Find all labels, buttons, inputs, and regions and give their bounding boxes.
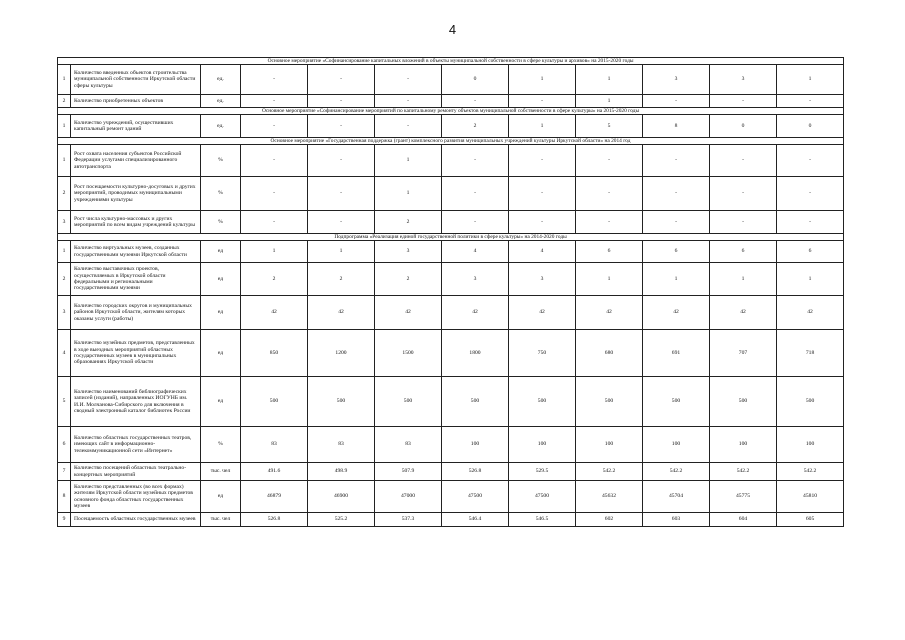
value-cell: 1 xyxy=(509,65,576,95)
value-cell: 3 xyxy=(442,263,509,296)
table-row xyxy=(58,330,844,377)
value-cell: 1 xyxy=(375,177,442,211)
value-cell: - xyxy=(308,145,375,177)
value-cell: - xyxy=(643,211,710,234)
table-row xyxy=(58,211,844,234)
value-cell: 507.9 xyxy=(375,463,442,481)
value-cell: - xyxy=(241,145,308,177)
value-cell: 42 xyxy=(710,296,777,330)
section-title: Подпрограмма «Реализация единой государственной политики в сфере культуры» на 2014-2020 годы xyxy=(58,234,844,241)
value-cell: 491.6 xyxy=(241,463,308,481)
value-cell: 6 xyxy=(643,241,710,263)
value-cell: - xyxy=(643,177,710,211)
value-cell: - xyxy=(308,211,375,234)
value-cell: - xyxy=(442,95,509,108)
indicator-name: Количество посещений областных театрально-концертных мероприятий xyxy=(71,463,201,481)
value-cell: 2 xyxy=(375,263,442,296)
section-header-row xyxy=(58,234,844,241)
indicator-name: Посещаемость областных государственных музеев xyxy=(71,513,201,527)
value-cell: - xyxy=(375,115,442,138)
value-cell: 1 xyxy=(509,115,576,138)
value-cell: 500 xyxy=(710,377,777,427)
value-cell: 1 xyxy=(576,95,643,108)
indicator-name: Количество представленных (во всех формах) жителям Иркутской области музейных предметов основного фонда областных государственных музеев xyxy=(71,481,201,513)
section-title: Основное мероприятие «Софинансирование мероприятий по капитальному ремонту объектов муниципальной собственности в сфере культуры» на 2015-2020 годы xyxy=(58,108,844,115)
value-cell: 45775 xyxy=(710,481,777,513)
unit-cell: ед. xyxy=(201,115,241,138)
value-cell: 1 xyxy=(643,263,710,296)
value-cell: - xyxy=(509,95,576,108)
value-cell: 546.5 xyxy=(509,513,576,527)
value-cell: 5 xyxy=(576,115,643,138)
value-cell: 1800 xyxy=(442,330,509,377)
value-cell: 42 xyxy=(308,296,375,330)
indicator-name: Количество выставочных проектов, осуществляемых в Иркутской области федеральными и региональными государственными музеями xyxy=(71,263,201,296)
value-cell: 45704 xyxy=(643,481,710,513)
value-cell: 850 xyxy=(241,330,308,377)
value-cell: 47500 xyxy=(442,481,509,513)
value-cell: 750 xyxy=(509,330,576,377)
value-cell: 3 xyxy=(643,65,710,95)
value-cell: - xyxy=(777,211,844,234)
value-cell: - xyxy=(442,177,509,211)
value-cell: - xyxy=(308,177,375,211)
value-cell: - xyxy=(777,177,844,211)
table-row xyxy=(58,296,844,330)
table-row xyxy=(58,427,844,463)
table-row xyxy=(58,241,844,263)
value-cell: 0 xyxy=(777,115,844,138)
value-cell: - xyxy=(442,211,509,234)
value-cell: 707 xyxy=(710,330,777,377)
value-cell: 546.4 xyxy=(442,513,509,527)
value-cell: - xyxy=(643,95,710,108)
section-header-row xyxy=(58,58,844,65)
value-cell: - xyxy=(308,115,375,138)
row-number: 2 xyxy=(58,95,71,108)
value-cell: 1500 xyxy=(375,330,442,377)
value-cell: 8 xyxy=(643,115,710,138)
value-cell: 542.2 xyxy=(576,463,643,481)
value-cell: 1 xyxy=(710,263,777,296)
row-number: 9 xyxy=(58,513,71,527)
row-number: 3 xyxy=(58,296,71,330)
value-cell: 500 xyxy=(241,377,308,427)
unit-cell: ед. xyxy=(201,65,241,95)
value-cell: 42 xyxy=(643,296,710,330)
indicator-name: Количество приобретенных объектов xyxy=(71,95,201,108)
value-cell: 1 xyxy=(777,263,844,296)
value-cell: 42 xyxy=(442,296,509,330)
row-number: 7 xyxy=(58,463,71,481)
value-cell: - xyxy=(509,211,576,234)
table-row xyxy=(58,95,844,108)
row-number: 4 xyxy=(58,330,71,377)
unit-cell: ед. xyxy=(201,95,241,108)
value-cell: 100 xyxy=(576,427,643,463)
value-cell: 1 xyxy=(576,65,643,95)
value-cell: 542.2 xyxy=(777,463,844,481)
value-cell: - xyxy=(576,145,643,177)
value-cell: 6 xyxy=(576,241,643,263)
value-cell: - xyxy=(442,145,509,177)
value-cell: 4 xyxy=(442,241,509,263)
value-cell: - xyxy=(777,95,844,108)
value-cell: 2 xyxy=(308,263,375,296)
value-cell: - xyxy=(308,95,375,108)
value-cell: 83 xyxy=(308,427,375,463)
row-number: 8 xyxy=(58,481,71,513)
unit-cell: ед xyxy=(201,241,241,263)
row-number: 2 xyxy=(58,263,71,296)
value-cell: 42 xyxy=(509,296,576,330)
value-cell: 498.9 xyxy=(308,463,375,481)
value-cell: 1 xyxy=(241,241,308,263)
value-cell: - xyxy=(710,211,777,234)
value-cell: 526.8 xyxy=(241,513,308,527)
value-cell: 47500 xyxy=(509,481,576,513)
value-cell: 500 xyxy=(777,377,844,427)
value-cell: - xyxy=(241,65,308,95)
value-cell: 602 xyxy=(576,513,643,527)
table-row xyxy=(58,377,844,427)
unit-cell: % xyxy=(201,145,241,177)
value-cell: 42 xyxy=(241,296,308,330)
value-cell: 100 xyxy=(442,427,509,463)
row-number: 1 xyxy=(58,65,71,95)
table-row xyxy=(58,481,844,513)
value-cell: - xyxy=(241,95,308,108)
value-cell: 1 xyxy=(576,263,643,296)
section-title: Основное мероприятие «Софинансирование капитальных вложений в объекты муниципальной собственности в сфере культуры и архивов» на 2015-2020 годы xyxy=(58,58,844,65)
indicator-name: Количество виртуальных музеев, созданных государственными музеями Иркутской области xyxy=(71,241,201,263)
value-cell: 1 xyxy=(308,241,375,263)
value-cell: 6 xyxy=(777,241,844,263)
unit-cell: ед xyxy=(201,377,241,427)
unit-cell: ед xyxy=(201,263,241,296)
value-cell: 537.3 xyxy=(375,513,442,527)
value-cell: 691 xyxy=(643,330,710,377)
value-cell: - xyxy=(509,145,576,177)
row-number: 5 xyxy=(58,377,71,427)
value-cell: 83 xyxy=(241,427,308,463)
unit-cell: ед xyxy=(201,330,241,377)
value-cell: 605 xyxy=(777,513,844,527)
value-cell: 46900 xyxy=(308,481,375,513)
value-cell: 603 xyxy=(643,513,710,527)
table-row xyxy=(58,115,844,138)
value-cell: 1200 xyxy=(308,330,375,377)
row-number: 2 xyxy=(58,177,71,211)
value-cell: 500 xyxy=(375,377,442,427)
value-cell: 604 xyxy=(710,513,777,527)
value-cell: - xyxy=(710,145,777,177)
value-cell: 42 xyxy=(375,296,442,330)
table-row xyxy=(58,463,844,481)
indicator-name: Количество наименований библиографических записей (изданий), направленных ИОГУНБ им. И.И. Молчанова-Сибирского для включения в сводный электронный каталог библиотек России xyxy=(71,377,201,427)
value-cell: 680 xyxy=(576,330,643,377)
value-cell: 529.5 xyxy=(509,463,576,481)
value-cell: 525.2 xyxy=(308,513,375,527)
unit-cell: ед xyxy=(201,481,241,513)
section-title: Основное мероприятие «Государственная поддержка (грант) комплексного развития муниципальных учреждений культуры Иркутской области» на 2014 год xyxy=(58,138,844,145)
table-row xyxy=(58,263,844,296)
row-number: 6 xyxy=(58,427,71,463)
value-cell: 542.2 xyxy=(710,463,777,481)
value-cell: 0 xyxy=(710,115,777,138)
value-cell: - xyxy=(710,177,777,211)
value-cell: 3 xyxy=(375,241,442,263)
value-cell: 2 xyxy=(442,115,509,138)
value-cell: - xyxy=(710,95,777,108)
value-cell: 526.8 xyxy=(442,463,509,481)
value-cell: 3 xyxy=(710,65,777,95)
unit-cell: тыс. чел xyxy=(201,463,241,481)
value-cell: 6 xyxy=(710,241,777,263)
value-cell: - xyxy=(308,65,375,95)
indicator-name: Количество музейных предметов, представленных в ходе выездных мероприятий областных государственных музеев в муниципальных образованиях Иркутской области xyxy=(71,330,201,377)
unit-cell: тыс. чел xyxy=(201,513,241,527)
value-cell: 100 xyxy=(643,427,710,463)
value-cell: 83 xyxy=(375,427,442,463)
indicator-name: Рост числа культурно-массовых и других мероприятий по всем видам учреждений культуры xyxy=(71,211,201,234)
indicator-name: Количество городских округов и муниципальных районов Иркутской области, жителям которых оказаны услуги (работы) xyxy=(71,296,201,330)
value-cell: 47000 xyxy=(375,481,442,513)
value-cell: 42 xyxy=(576,296,643,330)
unit-cell: ед xyxy=(201,296,241,330)
row-number: 3 xyxy=(58,211,71,234)
section-header-row xyxy=(58,138,844,145)
value-cell: - xyxy=(643,145,710,177)
value-cell: - xyxy=(375,65,442,95)
table-row xyxy=(58,513,844,527)
value-cell: 2 xyxy=(375,211,442,234)
unit-cell: % xyxy=(201,427,241,463)
value-cell: 500 xyxy=(643,377,710,427)
indicator-name: Рост охвата населения субъектов Российской Федерации услугами специализированного автотранспорта xyxy=(71,145,201,177)
value-cell: - xyxy=(241,211,308,234)
indicator-name: Количество областных государственных театров, имеющих сайт в информационно-телекоммуникационной сети «Интернет» xyxy=(71,427,201,463)
table-row xyxy=(58,65,844,95)
page-number: 4 xyxy=(448,22,457,37)
value-cell: 4 xyxy=(509,241,576,263)
row-number: 1 xyxy=(58,241,71,263)
value-cell: 3 xyxy=(509,263,576,296)
value-cell: - xyxy=(576,211,643,234)
value-cell: 45810 xyxy=(777,481,844,513)
value-cell: 0 xyxy=(442,65,509,95)
table-row xyxy=(58,145,844,177)
value-cell: - xyxy=(241,177,308,211)
section-header-row xyxy=(58,108,844,115)
value-cell: 542.2 xyxy=(643,463,710,481)
value-cell: - xyxy=(777,145,844,177)
value-cell: 42 xyxy=(777,296,844,330)
value-cell: 45632 xyxy=(576,481,643,513)
value-cell: 1 xyxy=(777,65,844,95)
unit-cell: % xyxy=(201,211,241,234)
value-cell: 2 xyxy=(241,263,308,296)
value-cell: - xyxy=(375,95,442,108)
table-row xyxy=(58,177,844,211)
value-cell: 1 xyxy=(375,145,442,177)
value-cell: - xyxy=(509,177,576,211)
indicator-name: Количество введенных объектов строительства муниципальной собственности Иркутской области сферы культуры xyxy=(71,65,201,95)
value-cell: 500 xyxy=(308,377,375,427)
indicators-table xyxy=(57,57,844,527)
value-cell: 46879 xyxy=(241,481,308,513)
indicator-name: Рост посещаемости культурно-досуговых и других мероприятий, проводимых муниципальными учреждениями культуры xyxy=(71,177,201,211)
unit-cell: % xyxy=(201,177,241,211)
indicator-name: Количество учреждений, осуществивших капитальный ремонт зданий xyxy=(71,115,201,138)
value-cell: - xyxy=(241,115,308,138)
row-number: 1 xyxy=(58,115,71,138)
value-cell: - xyxy=(576,177,643,211)
value-cell: 500 xyxy=(509,377,576,427)
value-cell: 500 xyxy=(576,377,643,427)
value-cell: 718 xyxy=(777,330,844,377)
value-cell: 100 xyxy=(509,427,576,463)
value-cell: 500 xyxy=(442,377,509,427)
row-number: 1 xyxy=(58,145,71,177)
value-cell: 100 xyxy=(710,427,777,463)
value-cell: 100 xyxy=(777,427,844,463)
